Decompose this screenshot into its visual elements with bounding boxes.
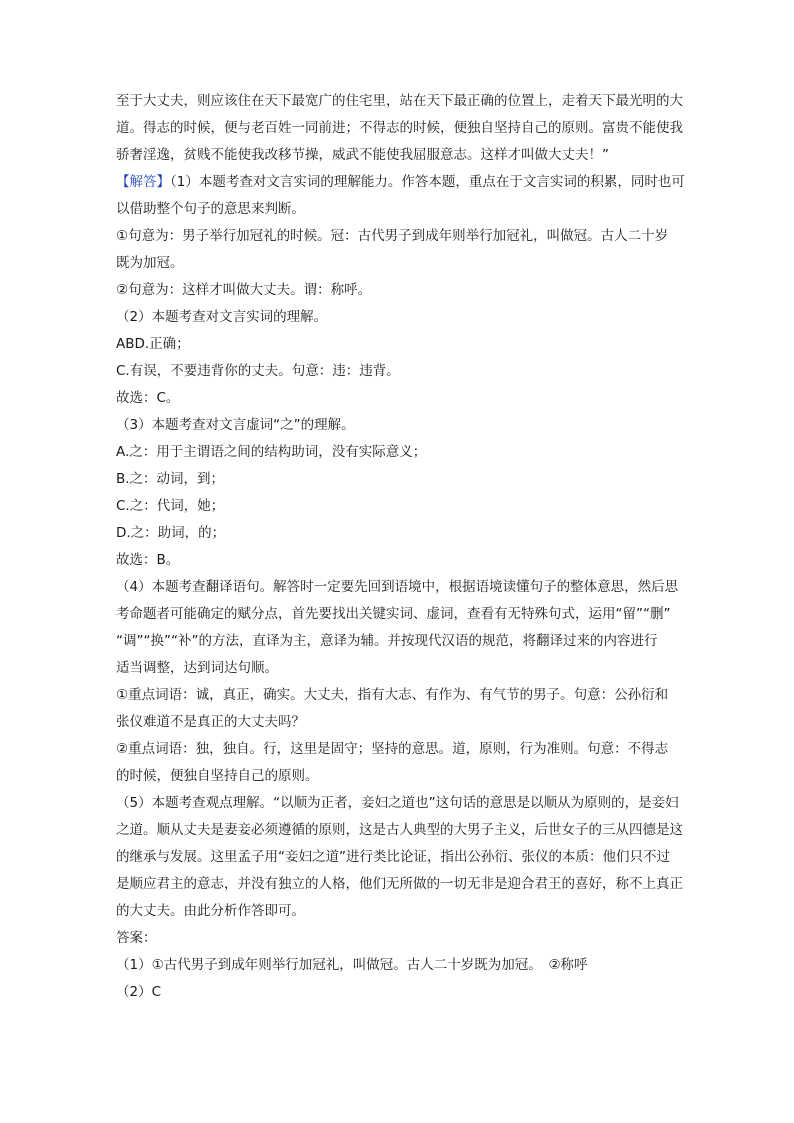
text-line: （1）①古代男子到成年则举行加冠礼，叫做冠。古人二十岁既为加冠。 ②称呼 xyxy=(116,957,588,973)
text-line: ②句意为：这样才叫做大丈夫。谓：称呼。 xyxy=(116,282,372,298)
text-line: ABD.正确； xyxy=(116,336,190,352)
answer-tag: 【解答】 xyxy=(116,174,170,190)
text-line: 张仪难道不是真正的大丈夫吗？ xyxy=(116,714,305,730)
text-line: ②重点词语：独，独自。行，这里是固守；坚持的意思。道，原则，行为准则。句意：不得志 xyxy=(116,741,669,757)
text-line: （2）C xyxy=(116,984,162,1000)
text-line: 适当调整，达到词达句顺。 xyxy=(116,660,278,676)
text-line: B.之：动词，到； xyxy=(116,471,225,487)
text-line: （5）本题考查观点理解。“以顺为正者，妾妇之道也”这句话的意思是以顺从为原则的，是妾妇 xyxy=(116,795,679,811)
text-line: 答案： xyxy=(116,930,157,946)
text-line xyxy=(116,169,716,196)
text-line: 至于大丈夫，则应该住在天下最宽广的住宅里，站在天下最正确的位置上，走着天下最光明的大 xyxy=(116,93,683,109)
text-line: D.之：助词，的； xyxy=(116,525,226,541)
text-line: 既为加冠。 xyxy=(116,255,184,271)
text-line: 的继承与发展。这里孟子用“妾妇之道”进行类比论证，指出公孙衍、张仪的本质：他们只不过 xyxy=(116,849,670,865)
text-line: 的时候，便独自坚持自己的原则。 xyxy=(116,768,319,784)
text-line: 道。得志的时候，便与老百姓一同前进；不得志的时候，便独自坚持自己的原则。富贵不能使我 xyxy=(116,120,683,136)
text-line: C.之：代词，她； xyxy=(116,498,225,514)
text-line: “调”“换”“补”的方法，直译为主，意译为辅。并按现代汉语的规范，将翻译过来的内容进行 xyxy=(116,633,658,649)
text-line: （4）本题考查翻译语句。解答时一定要先回到语境中，根据语境读懂句子的整体意思，然后思 xyxy=(116,579,679,595)
text-line: ①重点词语：诚，真正，确实。大丈夫，指有大志、有作为、有气节的男子。句意：公孙衍和 xyxy=(116,687,669,703)
text-line: 以借助整个句子的意思来判断。 xyxy=(116,201,305,217)
text-line: 是顺应君主的意志，并没有独立的人格，他们无所做的一切无非是迎合君王的喜好，称不上真正 xyxy=(116,876,683,892)
text-line: 故选：B。 xyxy=(116,552,180,568)
text-line: 骄奢淫逸，贫贱不能使我改移节操，威武不能使我屈服意志。这样才叫做大丈夫！” xyxy=(116,147,609,163)
document-body xyxy=(116,88,716,1006)
text-line: （3）本题考查对文言虚词“之”的理解。 xyxy=(116,417,355,433)
text-line: 的大丈夫。由此分析作答即可。 xyxy=(116,903,305,919)
text-line: ①句意为：男子举行加冠礼的时候。冠：古代男子到成年则举行加冠礼，叫做冠。古人二十岁 xyxy=(116,228,669,244)
text-span: （1）本题考查对文言实词的理解能力。作答本题，重点在于文言实词的积累，同时也可 xyxy=(170,174,685,190)
text-line: 故选：C。 xyxy=(116,390,180,406)
text-line: 之道。顺从丈夫是妻妾必须遵循的原则，这是古人典型的大男子主义，后世女子的三从四德是这 xyxy=(116,822,683,838)
text-line: （2）本题考查对文言实词的理解。 xyxy=(116,309,328,325)
text-line: 考命题者可能确定的赋分点，首先要找出关键实词、虚词，查看有无特殊句式，运用“留”“删” xyxy=(116,606,671,622)
text-line: A.之：用于主谓语之间的结构助词，没有实际意义； xyxy=(116,444,427,460)
text-line: C.有误，不要违背你的丈夫。句意：违：违背。 xyxy=(116,363,400,379)
